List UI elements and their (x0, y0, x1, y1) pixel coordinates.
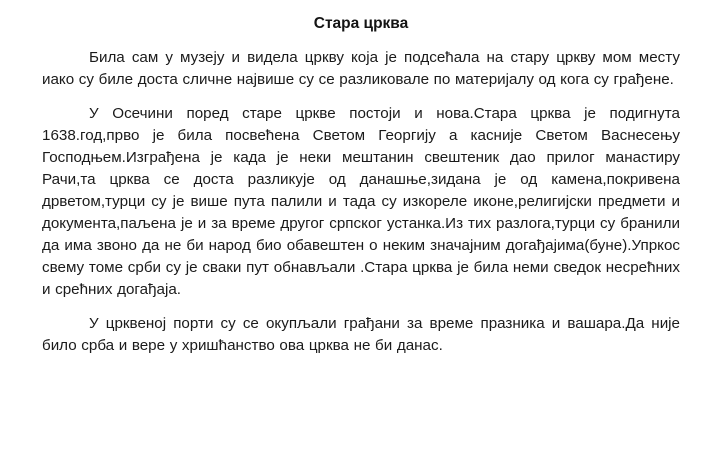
paragraph-history: У Осечини поред старе цркве постоји и нова.Стара црква је подигнута 1638.год,прво је била посвећена Светом Георгију а касније Светом Васнесењу Господњем.Изграђена је када је неки мештанин свештеник дао прилог манастиру Рачи,та црква се доста разликује од данашње,зидана је од камена,покривена дрветом,турци су је више пута палили и тада су изкореле иконе,религијски предмети и документа,паљена је и за време другог српског устанка.Из тих разлога,турци су бранили да има звоно да не би народ био обавештен о неким значајним догађајима(буне).Упркос свему томе срби су је сваки пут обнављали .Стара црква је била неми сведок несрећних и срећних догађаја. (42, 105, 680, 298)
paragraph-intro: Била сам у музеју и видела цркву која је подсећала на стару цркву мом месту иако су биле доста сличне највише су се разликовале по материјалу од кога су грађене. (42, 49, 680, 88)
document-title: Стара црква (313, 15, 409, 32)
paragraph-closing: У црквеној порти су се окупљали грађани за време празника и вашара.Да није било срба и вере у хришћанство ова црква не би данас. (42, 315, 680, 354)
